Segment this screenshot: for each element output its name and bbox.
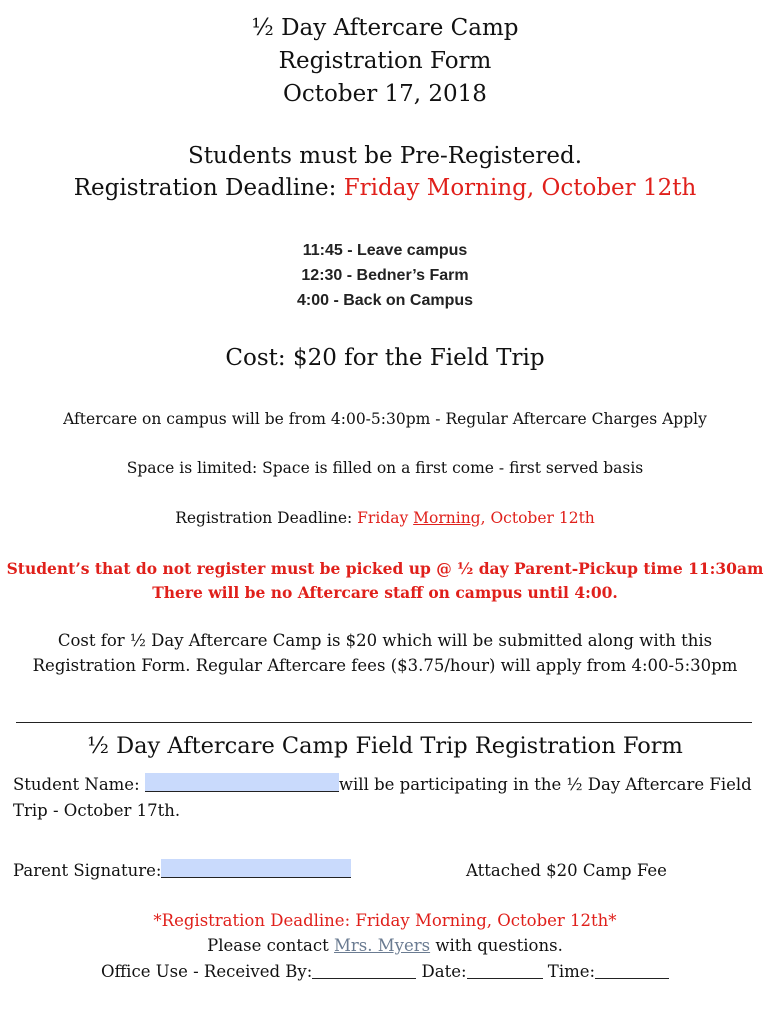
contact-suffix: with questions. (430, 936, 563, 955)
deadline-repeat-morning: Morning (413, 509, 481, 527)
participating-text: will be participating in the ½ Day Aftercare Field Trip - October 17th. (13, 775, 752, 820)
camp-fee-text: Attached $20 Camp Fee (466, 861, 667, 880)
student-name-field[interactable] (145, 773, 339, 792)
office-received-label: Office Use - Received By: (100, 962, 313, 981)
form-title: ½ Day Aftercare Camp Field Trip Registration Form (87, 733, 683, 759)
warning-line-1: Student’s that do not register must be picked up @ ½ day Parent-Pickup time 11:30am (6, 559, 764, 578)
schedule-item: 12:30 - Bedner’s Farm (301, 267, 469, 284)
parent-signature-label: Parent Signature: (13, 861, 162, 880)
contact-line (0, 933, 770, 958)
received-by-blank[interactable] (312, 962, 416, 979)
deadline-label: Registration Deadline: (73, 175, 344, 201)
office-date-label: Date: (416, 962, 467, 981)
date-blank[interactable] (467, 962, 543, 979)
office-use-row (0, 959, 770, 984)
space-limited-text: Space is limited: Space is filled on a first come - first served basis (126, 459, 644, 477)
contact-prefix: Please contact (207, 936, 334, 955)
preregister-text: Students must be Pre-Registered. (187, 143, 583, 169)
section-divider (16, 722, 752, 723)
parent-signature-field[interactable] (161, 859, 351, 878)
deadline-reminder: *Registration Deadline: Friday Morning, October 12th* (153, 911, 617, 930)
time-blank[interactable] (595, 962, 669, 979)
cost-heading: Cost: $20 for the Field Trip (225, 345, 545, 371)
title-line-1: ½ Day Aftercare Camp (251, 15, 519, 41)
preregistration-notice (0, 140, 770, 204)
schedule-item: 11:45 - Leave campus (302, 242, 468, 259)
warning-line-2: There will be no Aftercare staff on campus until 4:00. (152, 583, 618, 602)
title-line-3: October 17, 2018 (283, 81, 487, 107)
deadline-repeat-rest: , October 12th (480, 509, 595, 527)
deadline-repeat (0, 507, 770, 529)
deadline-value: Friday Morning, October 12th (343, 175, 697, 201)
parent-signature-row (13, 858, 351, 884)
deadline-line (0, 172, 770, 204)
title-line-2: Registration Form (278, 48, 492, 74)
deadline-repeat-label: Registration Deadline: (175, 509, 358, 527)
schedule-item: 4:00 - Back on Campus (296, 292, 474, 309)
trip-schedule (0, 238, 770, 313)
deadline-repeat-friday: Friday (357, 509, 414, 527)
cost-detail-text: Cost for ½ Day Aftercare Camp is $20 which will be submitted along with this Registration Form. Regular Aftercare fees ($3.75/hour) will apply from 4:00-5:30pm (32, 631, 738, 675)
aftercare-hours-text: Aftercare on campus will be from 4:00-5:30pm - Regular Aftercare Charges Apply (63, 410, 707, 428)
office-time-label: Time: (542, 962, 596, 981)
student-name-row (13, 772, 753, 824)
student-name-label: Student Name: (13, 775, 145, 794)
pickup-warning (0, 557, 770, 605)
contact-link[interactable]: Mrs. Myers (334, 936, 431, 955)
document-title (0, 12, 770, 111)
